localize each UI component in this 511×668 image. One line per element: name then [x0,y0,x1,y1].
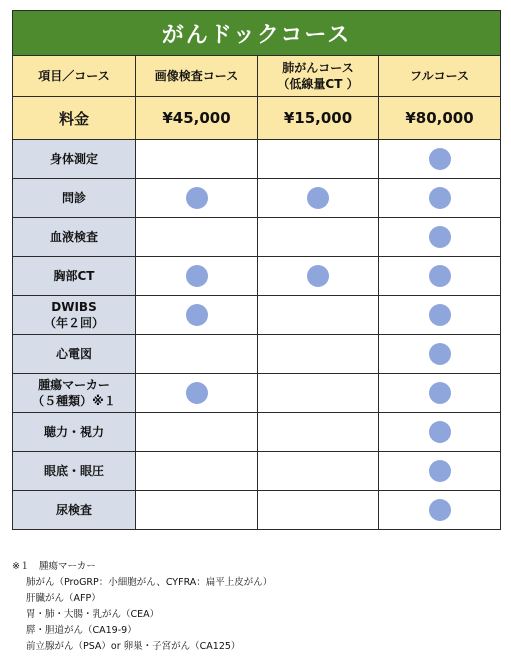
course-table [12,10,501,530]
included-dot-icon [186,304,208,326]
item-row [13,335,501,374]
footnote-line: 肺がん（ProGRP：小細胞がん、CYFRA：扁平上皮がん） [26,577,273,588]
footnote-line: 胃・肺・大腸・乳がん（CEA） [26,609,160,620]
item-course-cell [136,452,258,491]
item-label-line1: 血液検査 [49,229,98,244]
item-course-cell [136,179,258,218]
item-course-cell [258,179,379,218]
price-value: ¥15,000 [258,97,379,140]
item-course-cell [258,413,379,452]
item-course-cell [258,218,379,257]
item-label [13,452,136,491]
item-label-line1: 胸部CT [53,268,95,283]
included-dot-icon [429,265,451,287]
item-label-line1: 心電図 [55,346,92,361]
item-course-cell [258,140,379,179]
included-dot-icon [429,187,451,209]
footnote-line: 肝臓がん（AFP） [26,593,101,604]
item-label-line1: 尿検査 [55,502,92,517]
item-course-cell [136,374,258,413]
price-value: ¥45,000 [136,97,258,140]
item-label [13,374,136,413]
footnote-lines [12,575,500,655]
included-dot-icon [186,265,208,287]
item-label-line1: 身体測定 [49,151,98,166]
price-label: 料金 [13,97,136,140]
item-course-cell [379,413,501,452]
header-course-line1: 画像検査コース [154,68,239,83]
item-course-cell [136,257,258,296]
item-label [13,218,136,257]
included-dot-icon [307,265,329,287]
included-dot-icon [429,226,451,248]
included-dot-icon [429,304,451,326]
item-course-cell [379,491,501,530]
item-course-cell [136,296,258,335]
included-dot-icon [429,343,451,365]
item-label [13,491,136,530]
item-label-line1: 腫瘍マーカー [38,377,110,392]
footnote-line: 前立腺がん（PSA）or 卵巣・子宮がん（CA125） [26,641,241,652]
item-label [13,179,136,218]
item-label-line2: （５種類）※１ [32,394,116,408]
item-label [13,257,136,296]
footnote [12,559,500,655]
included-dot-icon [429,460,451,482]
item-course-cell [258,491,379,530]
item-course-cell [136,491,258,530]
header-course-lung [258,56,379,97]
item-course-cell [379,374,501,413]
header-course-image [136,56,258,97]
price-value: ¥80,000 [379,97,501,140]
included-dot-icon [186,187,208,209]
item-label-line1: 問診 [61,190,86,205]
item-row [13,296,501,335]
item-label [13,413,136,452]
header-course-line1: 肺がんコース [282,60,354,75]
item-label [13,140,136,179]
item-row [13,140,501,179]
item-row [13,491,501,530]
item-row [13,452,501,491]
item-course-cell [258,257,379,296]
item-course-cell [136,413,258,452]
item-label-line1: DWIBS [51,299,97,314]
item-label [13,296,136,335]
item-course-cell [136,218,258,257]
included-dot-icon [429,499,451,521]
item-course-cell [136,335,258,374]
header-course-line1: フルコース [410,68,469,83]
item-label [13,335,136,374]
item-course-cell [258,452,379,491]
course-sheet [12,10,500,530]
item-row [13,179,501,218]
item-row [13,218,501,257]
item-course-cell [379,257,501,296]
footnote-line: 膵・胆道がん（CA19-9） [26,625,137,636]
footnote-heading: ※１ 腫瘍マーカー [12,561,96,572]
included-dot-icon [307,187,329,209]
item-course-cell [258,374,379,413]
item-row [13,257,501,296]
included-dot-icon [429,148,451,170]
header-course-line2: （低線量CT ） [277,77,359,91]
item-course-cell [258,335,379,374]
item-row [13,374,501,413]
item-row [13,413,501,452]
item-course-cell [379,218,501,257]
header-course-full [379,56,501,97]
included-dot-icon [429,382,451,404]
item-course-cell [258,296,379,335]
header-item-column: 項目／コース [13,56,136,97]
item-course-cell [379,296,501,335]
included-dot-icon [186,382,208,404]
item-course-cell [379,452,501,491]
item-label-line1: 眼底・眼圧 [43,463,104,478]
item-course-cell [379,140,501,179]
included-dot-icon [429,421,451,443]
item-course-cell [379,335,501,374]
header-row [13,56,501,97]
item-label-line1: 聴力・視力 [43,424,104,439]
price-row [13,97,501,140]
item-course-cell [136,140,258,179]
item-label-line2: （年２回） [43,316,104,330]
table-title: がんドックコース [13,11,501,56]
item-course-cell [379,179,501,218]
